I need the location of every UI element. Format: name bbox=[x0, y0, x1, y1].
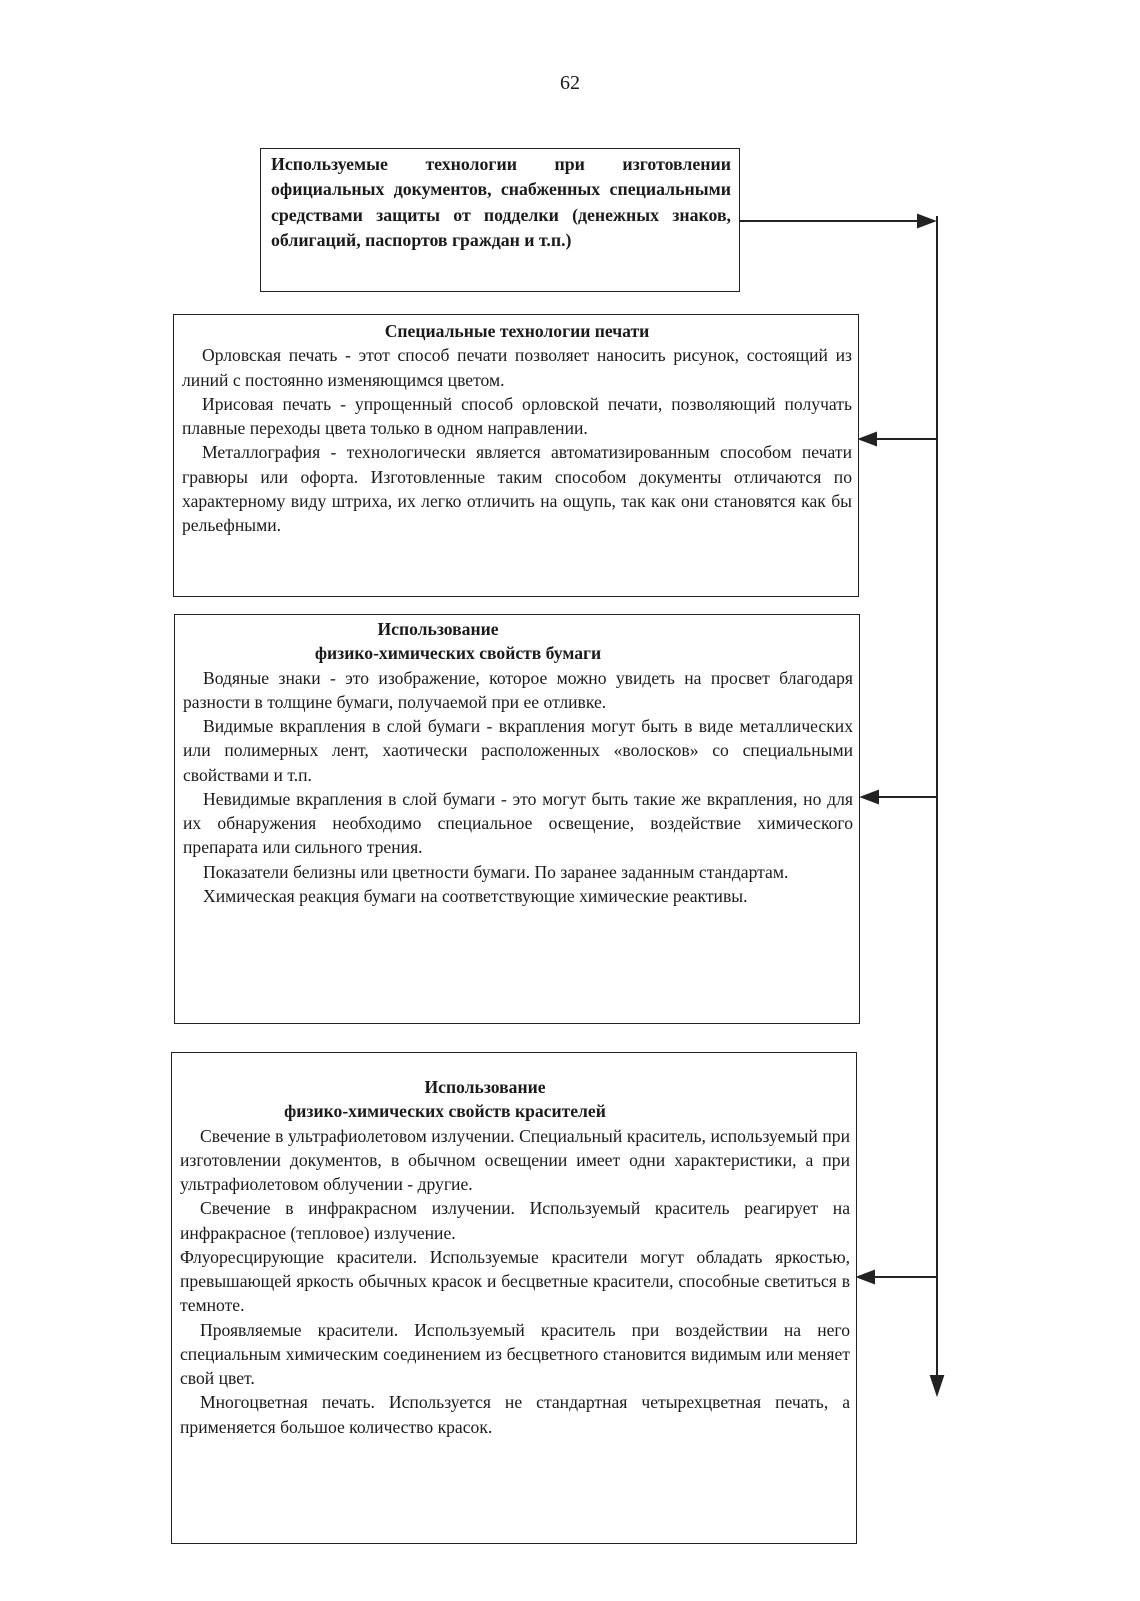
dyes-paragraph: Многоцветная печать. Используется не стандартная четырехцветная печать, а применяется большое количество красок. bbox=[180, 1392, 850, 1437]
dyes-paragraph: Флуоресцирующие красители. Используемые красители могут обладать яркостью, превышающей яркость обычных красок и бесцветные красители, способные светиться в темноте. bbox=[180, 1246, 850, 1316]
paper-paragraph: Невидимые вкрапления в слой бумаги - это могут быть такие же вкрапления, но для их обнаружения необходимо специальное освещение, воздействие химического препарата или сильного трения. bbox=[183, 788, 853, 858]
printing-technologies-box bbox=[173, 314, 859, 597]
printing-paragraph: Ирисовая печать - упрощенный способ орловской печати, позволяющий получать плавные переходы цвета только в одном направлении. bbox=[182, 393, 852, 439]
arrow-head-paper bbox=[862, 791, 878, 803]
paper-paragraph: Видимые вкрапления в слой бумаги - вкрапления могут быть в виде металлических или полимерных лент, хаотически расположенных «волосков» со специальными свойствами и т.п. bbox=[183, 716, 853, 785]
dyes-box-title-line2: физико-химических свойств красителей bbox=[284, 1101, 606, 1122]
paper-box-title-line1: Использование bbox=[377, 619, 499, 639]
arrow-head-bottom bbox=[931, 1376, 943, 1394]
top-box-text: Используемые технологии при изготовлении официальных документов, снабженных специальными средствами защиты от подделки (денежных знаков, облигаций, паспортов граждан и т.п.) bbox=[271, 154, 731, 250]
paper-properties-box bbox=[174, 614, 860, 1024]
paper-paragraph: Показатели белизны или цветности бумаги. По заранее заданным стандартам. bbox=[203, 861, 789, 882]
top-box bbox=[260, 148, 740, 292]
page-number: 62 bbox=[560, 72, 580, 94]
arrow-head-dyes bbox=[858, 1271, 874, 1283]
arrow-head-top bbox=[918, 215, 934, 227]
paper-paragraph: Водяные знаки - это изображение, которое можно увидеть на просвет благодаря разности в толщине бумаги, получаемой при ее отливке. bbox=[183, 667, 853, 712]
dyes-paragraph: Проявляемые красители. Используемый краситель при воздействии на него специальным химическим соединением из бесцветного становится видимым или меняет свой цвет. bbox=[180, 1319, 850, 1389]
paper-box-title-line2: физико-химических свойств бумаги bbox=[314, 643, 602, 664]
dyes-paragraph: Свечение в ультрафиолетовом излучении. Специальный краситель, используемый при изготовлении документов, в обычном освещении имеет одни характеристики, а при ультрафиолетовом облучении - другие. bbox=[180, 1125, 850, 1195]
printing-box-title: Специальные технологии печати bbox=[384, 321, 650, 341]
printing-paragraph: Металлография - технологически является автоматизированным способом печати гравюры или офорта. Изготовленные таким способом документы отличаются по характерному виду штриха, их легко отличить на ощупь, так как они становятся как бы рельефными. bbox=[182, 442, 852, 536]
paper-paragraph: Химическая реакция бумаги на соответствующие химические реактивы. bbox=[203, 885, 748, 906]
printing-paragraph: Орловская печать - этот способ печати позволяет наносить рисунок, состоящий из линий с постоянно изменяющимся цветом. bbox=[182, 345, 852, 390]
arrow-head-printing bbox=[860, 433, 876, 445]
dyes-properties-box bbox=[171, 1052, 857, 1544]
dyes-box-title-line1: Использование bbox=[424, 1077, 546, 1097]
dyes-paragraph: Свечение в инфракрасном излучении. Используемый краситель реагирует на инфракрасное (тепловое) излучение. bbox=[180, 1198, 850, 1243]
